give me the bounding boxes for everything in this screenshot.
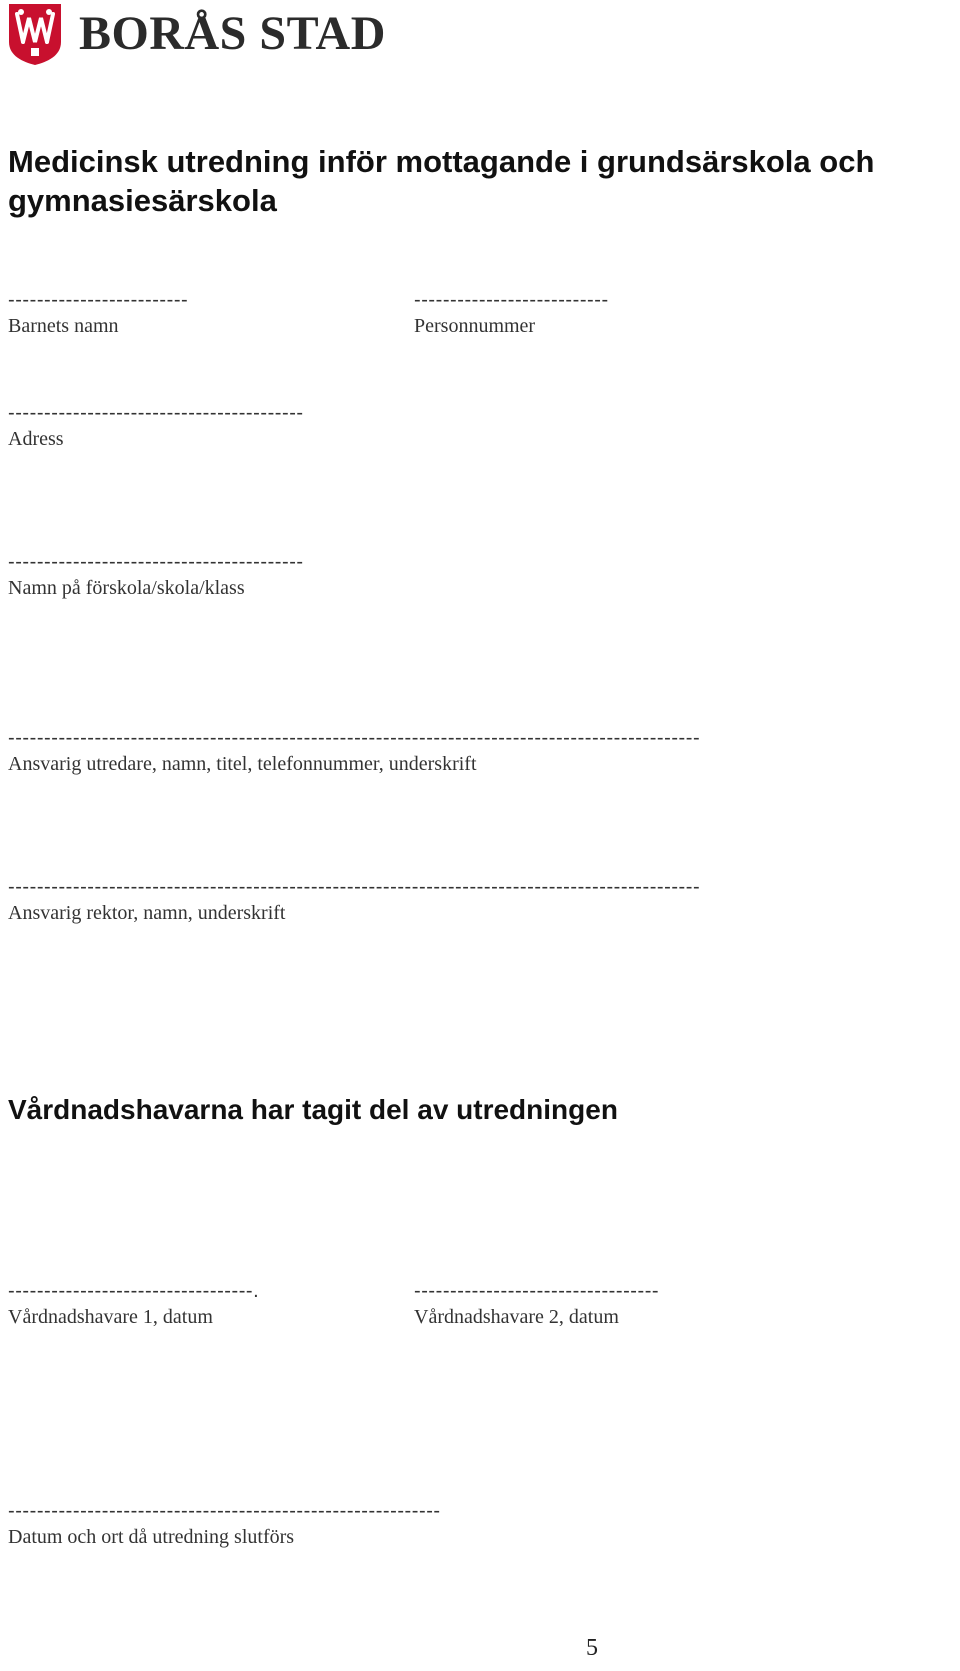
guardian2-field[interactable] — [414, 1280, 914, 1330]
child-name-field[interactable] — [8, 289, 388, 339]
field-label: Vårdnadshavare 2, datum — [414, 1306, 619, 1328]
page-number: 5 — [586, 1635, 598, 1661]
logo-text: BORÅS STAD — [79, 7, 386, 60]
signature-line: --------------------------- — [414, 289, 609, 311]
investigator-field[interactable] — [8, 727, 948, 777]
signature-line: ----------------------------------------- — [8, 402, 304, 424]
guardians-heading: Vårdnadshavarna har tagit del av utredningen — [8, 1094, 618, 1125]
signature-line: ------------------------- — [8, 289, 189, 311]
signature-line: ------------------------------------------------------------ — [8, 1500, 441, 1522]
guardian1-field[interactable] — [8, 1280, 408, 1330]
logo — [7, 2, 386, 66]
signature-line: ------------------------------------------------------------------------------------------------ — [8, 727, 701, 749]
signature-line: ------------------------------------------------------------------------------------------------ — [8, 876, 701, 898]
school-name-field[interactable] — [8, 551, 608, 601]
personal-number-field[interactable] — [414, 289, 834, 339]
document-title: Medicinsk utredning inför mottagande i grundsärskola och gymnasiesärskola — [8, 144, 875, 218]
principal-field[interactable] — [8, 876, 948, 926]
field-label: Barnets namn — [8, 315, 119, 337]
signature-line: ----------------------------------------- — [8, 551, 304, 573]
field-label: Ansvarig rektor, namn, underskrift — [8, 902, 286, 924]
completion-field[interactable] — [8, 1500, 628, 1550]
field-label: Personnummer — [414, 315, 536, 337]
field-label: Namn på förskola/skola/klass — [8, 577, 245, 599]
signature-line: ---------------------------------- — [414, 1280, 660, 1302]
signature-line: ----------------------------------. — [8, 1280, 260, 1302]
address-field[interactable] — [8, 402, 608, 452]
field-label: Datum och ort då utredning slutförs — [8, 1526, 295, 1548]
city-crest-icon — [7, 2, 63, 66]
field-label: Vårdnadshavare 1, datum — [8, 1306, 213, 1328]
field-label: Adress — [8, 428, 64, 450]
field-label: Ansvarig utredare, namn, titel, telefonnummer, underskrift — [8, 753, 477, 775]
